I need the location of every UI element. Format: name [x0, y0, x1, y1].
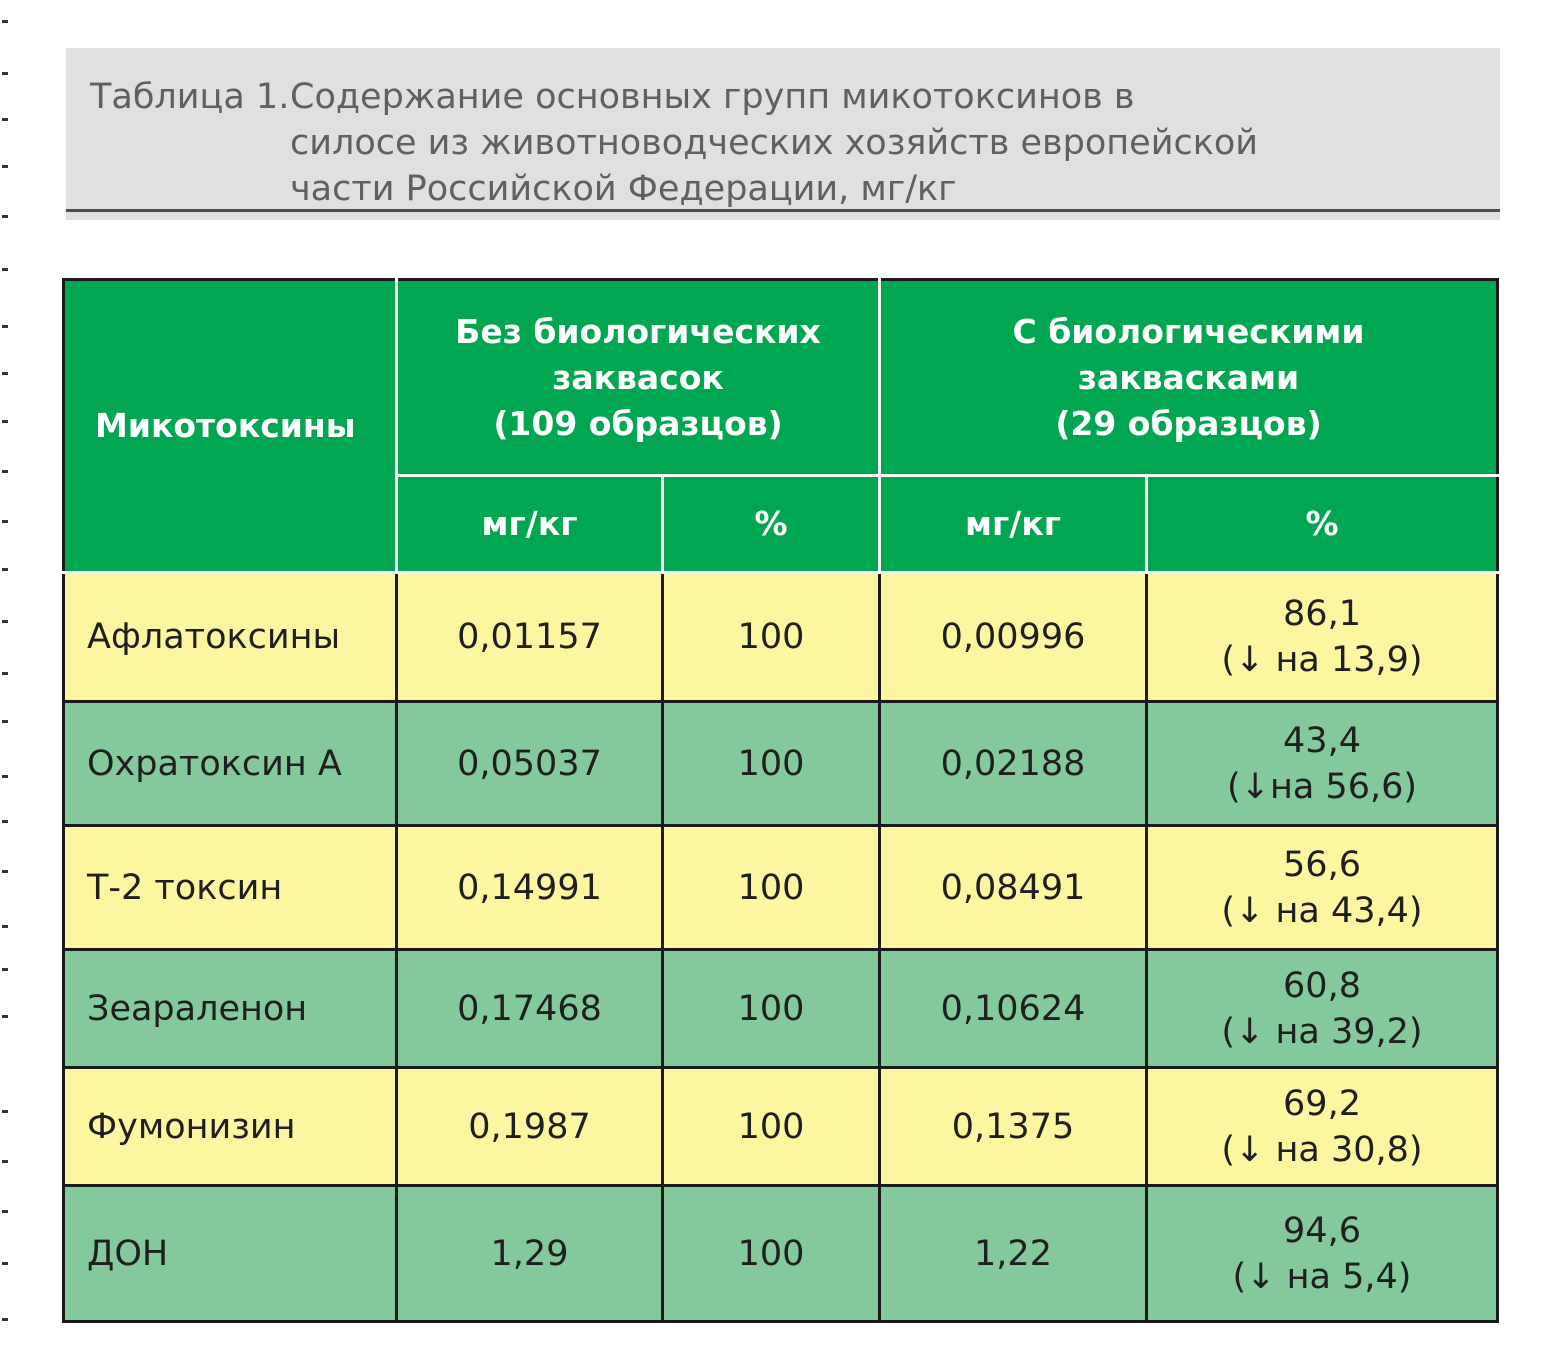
cell-pct-with [1147, 1068, 1498, 1186]
cell-mycotoxin: Афлатоксины [64, 573, 397, 702]
cell-mgkg-with: 0,02188 [880, 702, 1147, 826]
cell-mgkg-with: 0,00996 [880, 573, 1147, 702]
cell-pct-with [1147, 573, 1498, 702]
pct-decrease-note: (↓на 56,6) [1226, 766, 1418, 807]
subheader-pct-2: % [1147, 476, 1498, 573]
pct-value: 94,6 [1283, 1210, 1361, 1251]
page-edge-marks [0, 0, 14, 1371]
pct-value: 60,8 [1283, 965, 1361, 1006]
cell-pct-with [1147, 950, 1498, 1068]
header-line: (109 образцов) [493, 403, 783, 443]
caption-line: части Российской Федерации, мг/кг [290, 169, 957, 209]
header-line: С биологическими [1012, 311, 1365, 351]
table-row [64, 950, 1498, 1068]
cell-mgkg-without: 0,17468 [397, 950, 663, 1068]
table-row [64, 1186, 1498, 1322]
cell-mgkg-without: 0,05037 [397, 702, 663, 826]
cell-pct-with [1147, 702, 1498, 826]
pct-decrease-note: (↓ на 43,4) [1221, 890, 1423, 931]
cell-mycotoxin: Т-2 токсин [64, 826, 397, 950]
pct-value: 86,1 [1283, 594, 1361, 634]
table-row [64, 702, 1498, 826]
subheader-mgkg-1: мг/кг [397, 476, 663, 573]
table-row [64, 826, 1498, 950]
header-mycotoxins: Микотоксины [64, 280, 397, 573]
caption-label: Таблица 1. [90, 77, 290, 117]
cell-pct-without: 100 [663, 702, 880, 826]
header-group-with-starters [880, 280, 1498, 476]
cell-mycotoxin: Зеараленон [64, 950, 397, 1068]
cell-mycotoxin: ДОН [64, 1186, 397, 1322]
mycotoxin-table [62, 278, 1499, 1323]
cell-mgkg-with: 1,22 [880, 1186, 1147, 1322]
cell-pct-without: 100 [663, 826, 880, 950]
cell-mycotoxin: Фумонизин [64, 1068, 397, 1186]
pct-value: 69,2 [1283, 1083, 1361, 1124]
cell-pct-with [1147, 1186, 1498, 1322]
table-header [64, 280, 1498, 573]
subheader-pct-1: % [663, 476, 880, 573]
cell-pct-without: 100 [663, 1068, 880, 1186]
table-caption [66, 48, 1500, 212]
cell-pct-with [1147, 826, 1498, 950]
cell-mgkg-with: 0,1375 [880, 1068, 1147, 1186]
table-row [64, 573, 1498, 702]
header-line: Без биологических [455, 311, 821, 351]
pct-decrease-note: (↓ на 5,4) [1232, 1256, 1412, 1297]
cell-pct-without: 100 [663, 1186, 880, 1322]
header-line: заквасок [552, 357, 724, 397]
pct-value: 56,6 [1283, 844, 1361, 885]
cell-mgkg-without: 0,14991 [397, 826, 663, 950]
cell-mgkg-without: 0,1987 [397, 1068, 663, 1186]
cell-pct-without: 100 [663, 573, 880, 702]
subheader-mgkg-2: мг/кг [880, 476, 1147, 573]
cell-mgkg-with: 0,08491 [880, 826, 1147, 950]
cell-pct-without: 100 [663, 950, 880, 1068]
cell-mgkg-without: 0,01157 [397, 573, 663, 702]
header-line: заквасками [1077, 357, 1300, 397]
cell-mgkg-without: 1,29 [397, 1186, 663, 1322]
pct-value: 43,4 [1283, 720, 1361, 761]
pct-decrease-note: (↓ на 39,2) [1221, 1011, 1423, 1052]
caption-line: силосе из животноводческих хозяйств европейской [290, 123, 1259, 163]
cell-mycotoxin: Охратоксин А [64, 702, 397, 826]
header-line: (29 образцов) [1055, 403, 1322, 443]
table-row [64, 1068, 1498, 1186]
table-body [64, 573, 1498, 1322]
caption-text [290, 74, 1258, 212]
header-group-without-starters [397, 280, 880, 476]
pct-decrease-note: (↓ на 30,8) [1221, 1129, 1423, 1170]
cell-mgkg-with: 0,10624 [880, 950, 1147, 1068]
caption-line: Содержание основных групп микотоксинов в [290, 77, 1135, 117]
pct-decrease-note: (↓ на 13,9) [1221, 640, 1423, 680]
